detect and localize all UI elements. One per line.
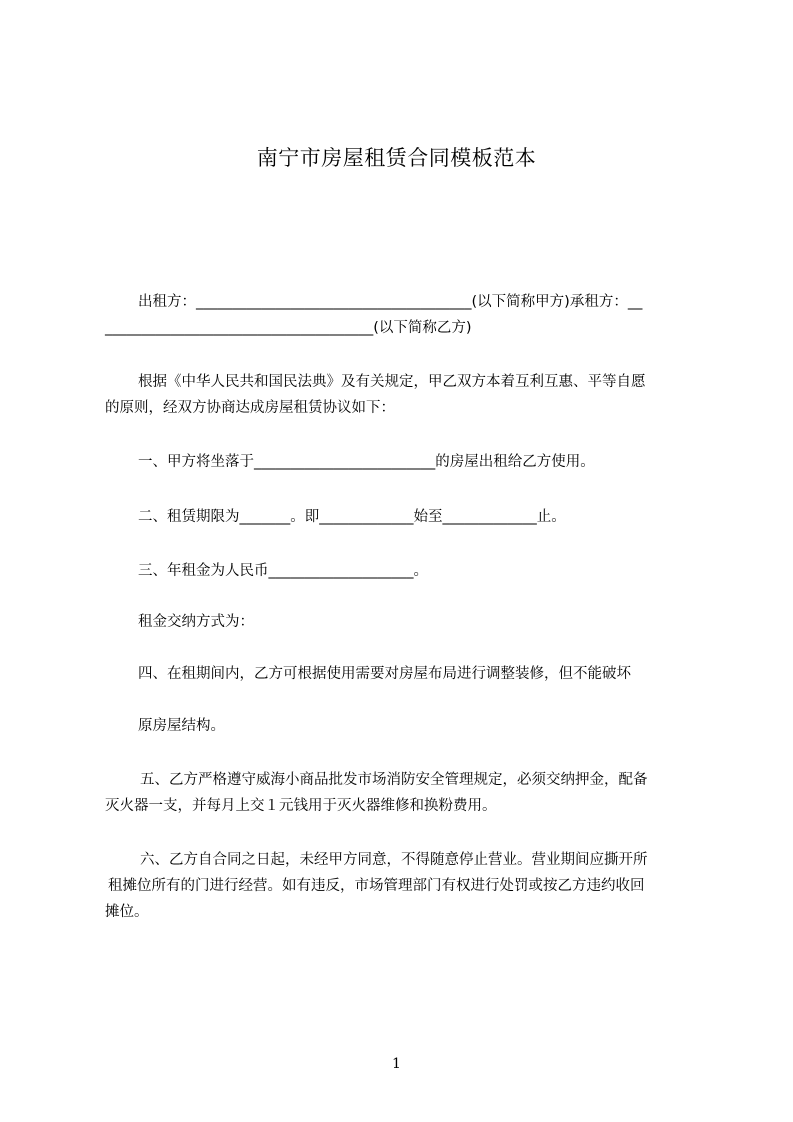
parties-line-2: _____________________________________(以下简称乙方) — [105, 320, 472, 336]
clause-1: 一、甲方将坐落于_________________________的房屋出租给乙方使用。 — [138, 454, 595, 470]
clause-4-line-1: 四、在租期间内，乙方可根据使用需要对房屋布局进行调整装修，但不能破坏 — [138, 666, 631, 682]
page-number: 1 — [392, 1056, 401, 1072]
clause-6-line-3: 摊位。 — [105, 904, 149, 920]
clause-6-line-1: 六、乙方自合同之日起，未经甲方同意，不得随意停止营业。营业期间应撕开所 — [140, 852, 648, 868]
clause-5-line-2: 灭火器一支，并每月上交１元钱用于灭火器维修和换粉费用。 — [105, 798, 497, 814]
clause-2: 二、租赁期限为_______。即_____________始至_____________止。 — [138, 509, 566, 525]
clause-3: 三、年租金为人民币____________________。 — [138, 563, 428, 579]
clause-4-line-2: 原房屋结构。 — [138, 718, 225, 734]
intro-line-1: 根据《中华人民共和国民法典》及有关规定，甲乙双方本着互利互惠、平等自愿 — [138, 374, 646, 390]
rent-payment-method: 租金交纳方式为： — [138, 614, 254, 630]
parties-line-1: 出租方：______________________________________(以下简称甲方)承租方：__ — [138, 294, 643, 310]
document-title: 南宁市房屋租赁合同模板范本 — [256, 146, 537, 170]
clause-6-line-2: 租摊位所有的门进行经营。如有违反，市场管理部门有权进行处罚或按乙方违约收回 — [108, 878, 645, 894]
intro-line-2: 的原则，经双方协商达成房屋租赁协议如下： — [105, 400, 395, 416]
clause-5-line-1: 五、乙方严格遵守威海小商品批发市场消防安全管理规定，必须交纳押金，配备 — [140, 772, 648, 788]
